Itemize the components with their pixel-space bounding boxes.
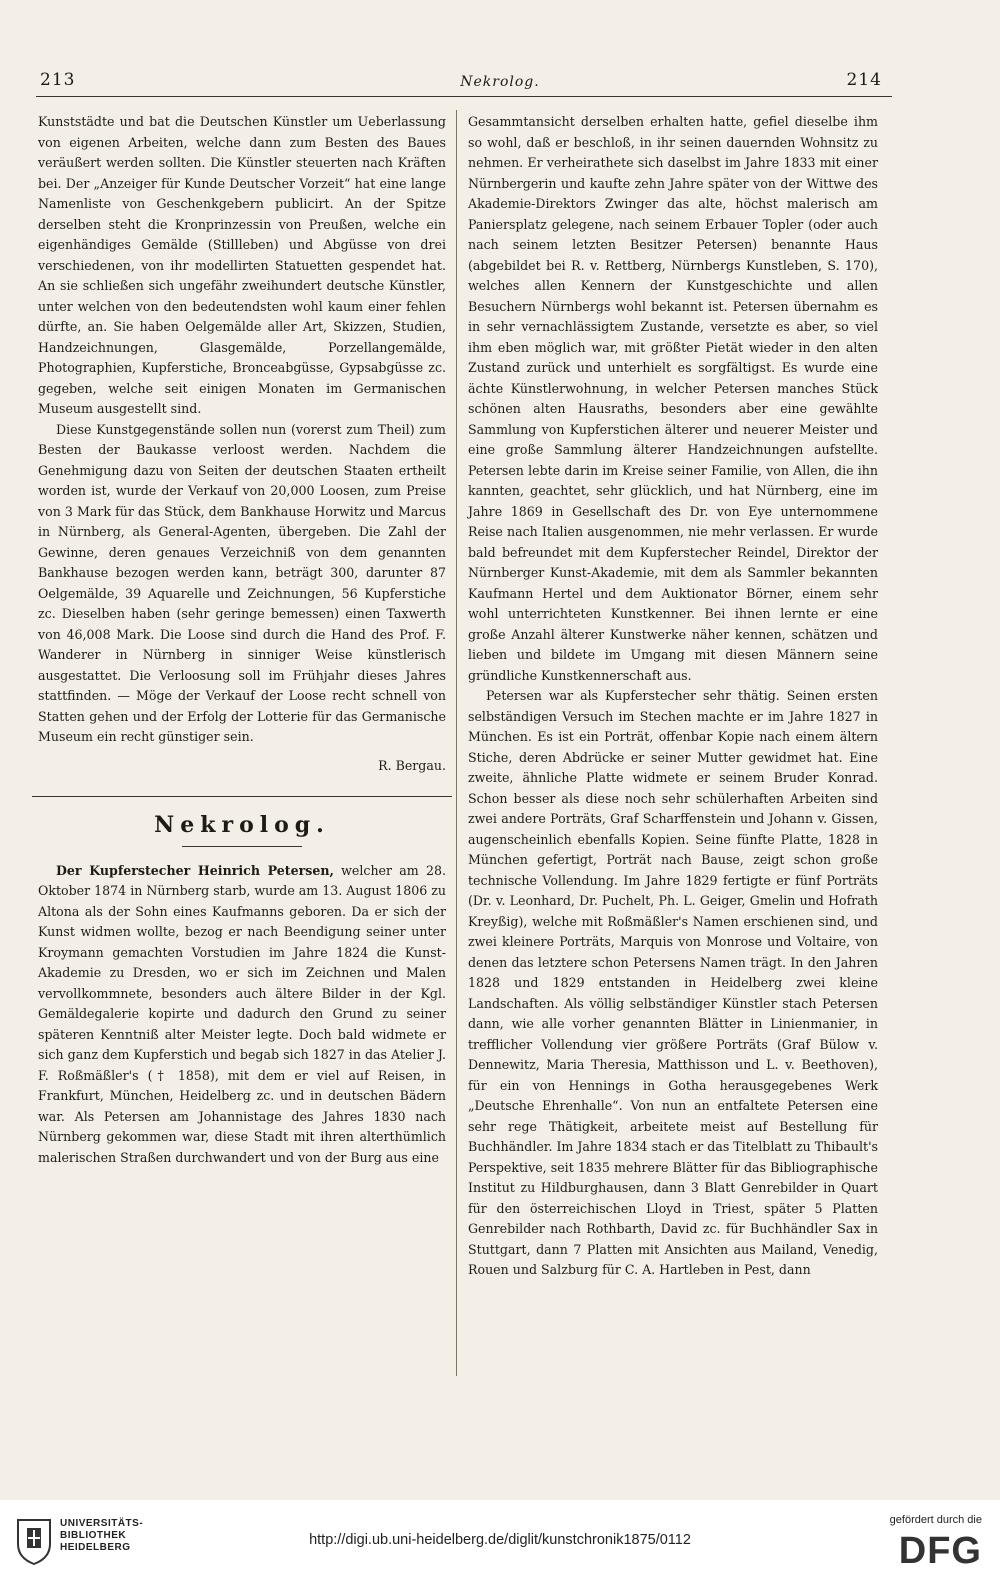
running-title: Nekrolog.	[460, 74, 540, 90]
section-title: Nekrolog.	[154, 812, 330, 838]
institution-line-2: BIBLIOTHEK	[60, 1530, 127, 1541]
header-rule	[36, 96, 892, 97]
obituary-lead: Der Kupferstecher Heinrich Petersen,	[56, 862, 334, 878]
footer-bar	[0, 1500, 1000, 1596]
institution-line-1: UNIVERSITÄTS-	[60, 1518, 144, 1529]
left-column	[38, 112, 446, 1168]
page-number-right: 214	[846, 70, 882, 90]
funding-label: gefördert durch die	[889, 1514, 982, 1526]
title-underline	[182, 846, 302, 847]
institution-line-3: HEIDELBERG	[60, 1542, 131, 1553]
left-paragraph-1: Kunststädte und bat die Deutschen Künstler um Ueberlassung von eigenen Arbeiten, welche dann zum Besten des Baues veräußert werden sollten. Die Künstler steuerten nach Kräften bei. Der „Anzeiger für Kunde Deutscher Vorzeit“ hat eine lange Namenliste von Geschenkgebern publicirt. An der Spitze derselben steht die Kronprinzessin von Preußen, welche ein eigenhändiges Gemälde (Stillleben) und Abgüsse von drei verschiedenen, von ihr modellirten Statuetten gespendet hat. An sie schließen sich ungefähr zweihundert deutsche Künstler, unter welchen von den bedeutendsten wohl kaum einer fehlen dürfte, an. Sie haben Oelgemälde aller Art, Skizzen, Studien, Handzeichnungen, Glasgemälde, Porzellangemälde, Photographien, Kupferstiche, Bronceabgüsse, Gypsabgüsse zc. gegeben, welche seit einigen Monaten im Germanischen Museum ausgestellt sind.	[38, 114, 446, 416]
section-separator	[32, 796, 452, 797]
dfg-logo: DFG	[898, 1530, 982, 1572]
obituary-paragraph	[38, 861, 446, 1169]
page-number-left: 213	[40, 70, 76, 90]
author-signature: R. Bergau.	[378, 757, 446, 773]
column-divider	[456, 110, 457, 1376]
right-paragraph-2: Petersen war als Kupferstecher sehr thätig. Seinen ersten selbständigen Versuch im Stechen machte er im Jahre 1827 in München. Es ist ein Porträt, offenbar Kopie nach einem ältern Stiche, deren Abdrücke er seiner Mutter gewidmet hat. Eine zweite, ähnliche Platte widmete er seinem Bruder Konrad. Schon besser als diese noch sehr schülerhaften Arbeiten sind zwei andere Porträts, Graf Scharffenstein und Johann v. Gissen, augenscheinlich ebenfalls Kopien. Seine fünfte Platte, 1828 in München gefertigt, Porträt nach Bause, zeigt schon große technische Vollendung. Im Jahre 1829 fertigte er fünf Porträts (Dr. v. Leonhard, Dr. Puchelt, Ph. L. Geiger, Gmelin und Hofrath Kreyßig), welche mit Roßmäßler's Namen erschienen sind, und zwei kleinere Porträts, Marquis von Monrose und Voltaire, von denen das letztere schon Petersens Namen trägt. In den Jahren 1828 und 1829 entstanden in Heidelberg zwei kleine Landschaften. Als völlig selbständiger Künstler stach Petersen dann, wie alle vorher genannten Blätter in Linienmanier, in trefflicher Vollendung vier größere Porträts (Graf Bülow v. Dennewitz, Maria Theresia, Matthisson und L. v. Beethoven), für ein von Hennings in Gotha herausgegebenes Werk „Deutsche Ehrenhalle“. Von nun an entfaltete Petersen eine sehr rege Thätigkeit, arbeitete meist auf Bestellung für Buchhändler. Im Jahre 1834 stach er das Titelblatt zu Thibault's Perspektive, seit 1835 mehrere Blätter für das Bibliographische Institut zu Hildburghausen, dann 3 Blatt Genrebilder in Quart für den österreichischen Lloyd in Triest, später 5 Platten Genrebilder nach Rothbarth, David zc. für Buchhändler Sax in Stuttgart, dann 7 Platten mit Ansichten aus Mailand, Venedig, Rouen und Salzburg für C. A. Hartleben in Pest, dann	[468, 688, 878, 1277]
obituary-text: welcher am 28. Oktober 1874 in Nürnberg starb, wurde am 13. August 1806 zu Altona als der Sohn eines Kaufmanns geboren. Da er sich der Kunst widmen wollte, bezog er nach Beendigung seiner unter Kroymann gemachten Vorstudien im Jahre 1824 die Kunst-Akademie zu Dresden, wo er sich im Zeichnen und Malen vervollkommnete, besonders auch ältere Bilder in der Kgl. Gemäldegalerie kopirte und dadurch den Grund zu seiner späteren Kenntniß alter Meister legte. Doch bald widmete er sich ganz dem Kupferstich und begab sich 1827 in das Atelier J. F. Roßmäßler's († 1858), mit dem er viel auf Reisen, in Frankfurt, München, Heidelberg zc. und in deutschen Bädern war. Als Petersen am Johannistage des Jahres 1830 nach Nürnberg gekommen war, diese Stadt mit ihren alterthümlich malerischen Straßen durchwandert und von der Burg aus eine	[38, 862, 446, 1165]
right-column	[468, 112, 878, 1281]
left-paragraph-2: Diese Kunstgegenstände sollen nun (vorerst zum Theil) zum Besten der Baukasse verloost werden. Nachdem die Genehmigung dazu von Seiten der deutschen Staaten ertheilt worden ist, wurde der Verkauf von 20,000 Loosen, zum Preise von 3 Mark für das Stück, dem Bankhause Horwitz und Marcus in Nürnberg, als General-Agenten, übergeben. Die Zahl der Gewinne, deren genaues Verzeichniß von dem genannten Bankhause bezogen werden kann, beträgt 300, darunter 87 Oelgemälde, 39 Aquarelle und Zeichnungen, 56 Kupferstiche zc. Dieselben haben (sehr geringe bemessen) einen Taxwerth von 46,008 Mark. Die Loose sind durch die Hand des Prof. F. Wanderer in Nürnberg in sinniger Weise künstlerisch ausgestattet. Die Verloosung soll im Frühjahr dieses Jahres stattfinden. — Möge der Verkauf der Loose recht schnell von Statten gehen und der Erfolg der Lotterie für das Germanische Museum ein recht günstiger sein.	[38, 421, 446, 744]
source-url-link[interactable]: http://digi.ub.uni-heidelberg.de/diglit/kunstchronik1875/0112	[309, 1532, 691, 1548]
right-paragraph-1: Gesammtansicht derselben erhalten hatte, gefiel dieselbe ihm so wohl, daß er beschloß, in ihr seinen dauernden Wohnsitz zu nehmen. Er verheirathete sich daselbst im Jahre 1833 mit einer Nürnbergerin und kaufte zehn Jahre später von der Wittwe des Akademie-Direktors Zwinger das alte, höchst malerisch am Paniersplatz gelegene, nach seinem Erbauer Topler (oder auch nach seinem letzten Besitzer Petersen) benannte Haus (abgebildet bei R. v. Rettberg, Nürnbergs Kunstleben, S. 170), welches allen Kennern der Kunstgeschichte und allen Besuchern Nürnbergs wohl bekannt ist. Petersen übernahm es in sehr vernachlässigtem Zustande, versetzte es aber, so viel ihm eben möglich war, mit größter Pietät wieder in den alten Zustand zurück und unterhielt es sorgfältigst. Es wurde eine ächte Künstlerwohnung, in welcher Petersen manches Stück schönen alten Hausraths, besonders aber eine gewählte Sammlung von Kupferstichen älterer und neuerer Meister und eine große Sammlung älterer Handzeichnungen aufstellte. Petersen lebte darin im Kreise seiner Familie, von Allen, die ihn kannten, geachtet, sehr glücklich, und hat Nürnberg, eine im Jahre 1869 in Gesellschaft des Dr. von Eye unternommene Reise nach Italien ausgenommen, nie mehr verlassen. Er wurde bald befreundet mit dem Kupferstecher Reindel, Direktor der Nürnberger Kunst-Akademie, mit dem als Sammler bekannten Kaufmann Hertel und dem Auktionator Börner, einem sehr wohl unterrichteten Kunstkenner. Bei ihnen lernte er eine große Anzahl älterer Kunstwerke näher kennen, schätzen und lieben und bildete im Umgang mit diesen Männern seine gründliche Kunstkennerschaft aus.	[468, 114, 878, 683]
